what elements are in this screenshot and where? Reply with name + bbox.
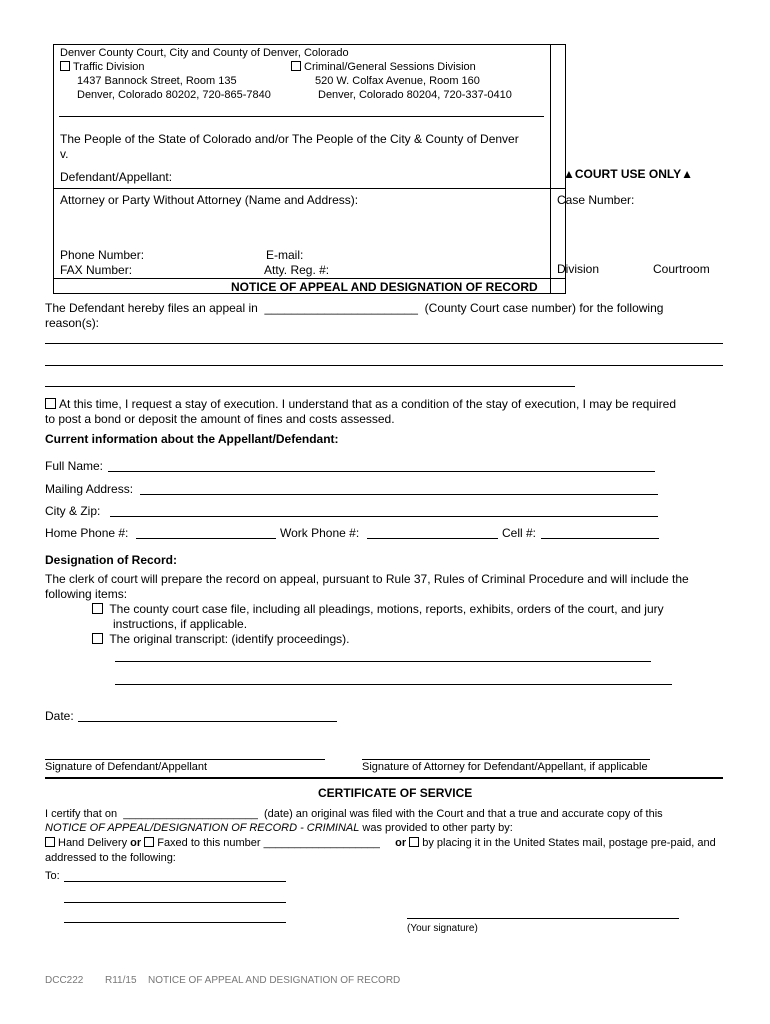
cell-label: Cell #: [502,526,537,540]
people-line: The People of the State of Colorado and/or The People of the City & County of Denver [60,132,519,146]
city-zip-field[interactable] [110,516,658,517]
reason-line-1[interactable] [45,343,723,344]
certify-line-3: Hand Delivery or Faxed to this number ___________________ or by placing it in the United States mail, postage pre-paid, and [45,837,716,849]
attorney-signature-line[interactable] [362,759,650,760]
full-name-field[interactable] [108,471,655,472]
stay-checkbox[interactable] [45,398,56,409]
transcript-checkbox[interactable] [92,633,103,644]
item-transcript-option[interactable]: The original transcript: (identify proceedings). [92,632,349,646]
traffic-address1: 1437 Bannock Street, Room 135 [77,75,237,87]
hand-delivery-checkbox[interactable] [45,837,55,847]
to-label: To: [45,870,60,882]
appeal-line: The Defendant hereby files an appeal in _______________________ (County Court case number) for the following [45,301,664,315]
form-title: NOTICE OF APPEAL AND DESIGNATION OF RECORD [231,280,538,294]
criminal-division-checkbox[interactable] [291,61,301,71]
cell-field[interactable] [541,538,659,539]
item-case-file-line-2: instructions, if applicable. [113,617,248,631]
criminal-address2: Denver, Colorado 80204, 720-337-0410 [318,89,512,101]
defendant-signature-label: Signature of Defendant/Appellant [45,761,208,773]
court-use-only: ▲COURT USE ONLY▲ [563,167,693,181]
reason-line-3[interactable] [45,386,575,387]
footer-revision: R11/15 [105,975,137,986]
work-phone-label: Work Phone #: [280,526,360,540]
designation-line-2: following items: [45,587,128,601]
date-field[interactable] [78,721,337,722]
reasons-label: reason(s): [45,316,100,330]
certify-line-4: addressed to the following: [45,852,176,864]
certify-line-2: NOTICE OF APPEAL/DESIGNATION OF RECORD - CRIMINAL was provided to other party by: [45,822,513,834]
date-label: Date: [45,709,74,723]
criminal-address1: 520 W. Colfax Avenue, Room 160 [315,75,480,87]
designation-heading: Designation of Record: [45,553,178,567]
to-line-3[interactable] [64,922,286,923]
email-label: E-mail: [266,248,304,262]
home-phone-field[interactable] [136,538,276,539]
fax-number-blank[interactable]: ___________________ [263,837,380,849]
criminal-division-option[interactable]: Criminal/General Sessions Division [291,61,476,73]
transcript-line-1[interactable] [115,661,651,662]
versus: v. [60,147,69,161]
footer-form-id: DCC222 [45,975,84,986]
reason-line-2[interactable] [45,365,723,366]
courtroom-label: Courtroom [653,262,710,276]
stay-option[interactable]: At this time, I request a stay of execution. I understand that as a condition of the stay of execution, I may be required [45,397,676,411]
defendant-label: Defendant/Appellant: [60,170,173,184]
caption-rule [59,116,544,117]
current-info-heading: Current information about the Appellant/Defendant: [45,432,339,446]
city-zip-label: City & Zip: [45,504,101,518]
mailing-address-label: Mailing Address: [45,482,134,496]
your-signature-label: (Your signature) [407,923,478,934]
division-label: Division [557,262,600,276]
caption-rule-2 [53,188,566,189]
transcript-line-2[interactable] [115,684,672,685]
certificate-rule [45,777,723,779]
traffic-address2: Denver, Colorado 80202, 720-865-7840 [77,89,271,101]
faxed-checkbox[interactable] [144,837,154,847]
stay-line-2: to post a bond or deposit the amount of fines and costs assessed. [45,412,395,426]
court-name: Denver County Court, City and County of Denver, Colorado [60,47,349,59]
caption-rule-3 [53,278,566,279]
to-line-2[interactable] [64,902,286,903]
defendant-signature-line[interactable] [45,759,325,760]
item-case-file-option[interactable]: The county court case file, including all pleadings, motions, reports, exhibits, orders of the court, and jury [92,602,664,616]
certify-date-blank[interactable]: ______________________ [123,808,258,820]
mail-checkbox[interactable] [409,837,419,847]
attorney-label: Attorney or Party Without Attorney (Name and Address): [60,193,359,207]
full-name-label: Full Name: [45,459,104,473]
case-file-checkbox[interactable] [92,603,103,614]
attorney-signature-label: Signature of Attorney for Defendant/Appellant, if applicable [362,761,648,773]
to-line-1[interactable] [64,881,286,882]
traffic-division-checkbox[interactable] [60,61,70,71]
phone-label: Phone Number: [60,248,145,262]
traffic-division-option[interactable]: Traffic Division [60,61,145,73]
designation-line-1: The clerk of court will prepare the record on appeal, pursuant to Rule 37, Rules of Criminal Procedure and will include the [45,572,689,586]
fax-label: FAX Number: [60,263,133,277]
footer-title: NOTICE OF APPEAL AND DESIGNATION OF RECORD [148,975,401,986]
certificate-title: CERTIFICATE OF SERVICE [318,786,473,800]
caption-divider [550,44,551,294]
mailing-address-field[interactable] [140,494,658,495]
home-phone-label: Home Phone #: [45,526,129,540]
atty-reg-label: Atty. Reg. #: [264,263,330,277]
certify-line-1: I certify that on ______________________ (date) an original was filed with the Court and that a true and accurate copy of this [45,808,663,820]
case-number-label: Case Number: [557,193,635,207]
work-phone-field[interactable] [367,538,498,539]
your-signature-line[interactable] [407,918,679,919]
case-number-blank[interactable]: _______________________ [264,301,418,315]
